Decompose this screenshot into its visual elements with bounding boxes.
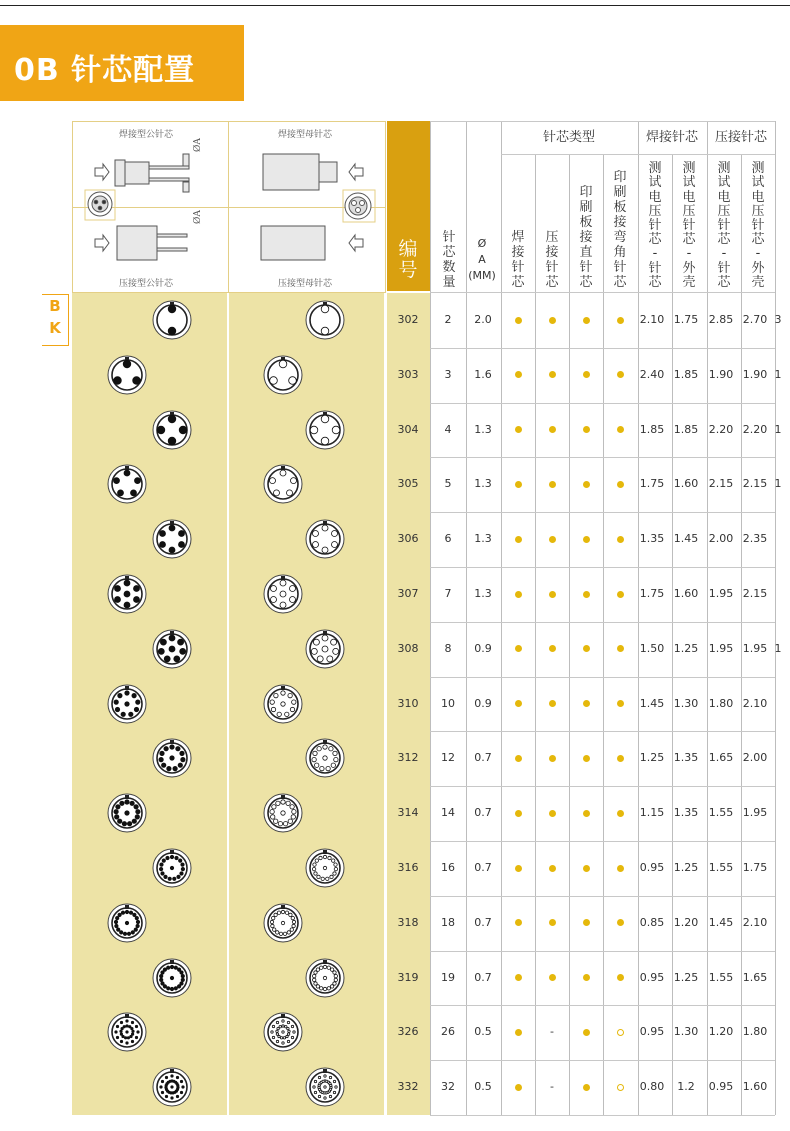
row-voltage: 1.55 <box>708 861 734 874</box>
row-diam: 0.7 <box>474 751 492 765</box>
male-pin-layout <box>107 464 147 504</box>
bk-letter-k: K <box>49 319 61 337</box>
row-voltage: 1.80 <box>708 696 734 710</box>
row-code: 310 <box>397 696 419 710</box>
row-voltage: 0.95 <box>708 1080 734 1094</box>
female-pin-layout <box>305 519 345 559</box>
male-pin-layout <box>107 793 147 833</box>
female-pin-layout <box>305 629 345 669</box>
type-dot <box>515 700 522 707</box>
row-voltage: 1.95 <box>708 587 734 600</box>
male-pin-layout <box>152 1067 192 1107</box>
row-voltage: 1.80 <box>742 1025 768 1039</box>
row-pins: 19 <box>441 970 455 984</box>
row-voltage: 1.60 <box>673 587 699 600</box>
female-pin-layout <box>305 848 345 888</box>
type-dot <box>617 536 624 543</box>
type-dot <box>549 591 556 598</box>
female-pin-layout <box>305 300 345 340</box>
female-pin-layout <box>305 958 345 998</box>
female-pin-layout <box>263 793 303 833</box>
page-title: 0B 针芯配置 <box>14 53 196 88</box>
row-voltage: 1.90 <box>742 367 768 381</box>
label-weld-female: 焊接型母针芯 <box>278 130 333 140</box>
male-pin-layout <box>107 903 147 943</box>
col-divider <box>775 121 776 1115</box>
volt-header-1: 测 试 电 压 针 芯 - 外 壳 <box>682 161 696 290</box>
row-voltage: 1.60 <box>742 1080 768 1094</box>
row-diam: 0.9 <box>474 641 492 655</box>
diam-letter: A <box>478 253 486 266</box>
type-dash: - <box>550 1025 554 1039</box>
row-voltage: 1.65 <box>742 970 768 984</box>
row-voltage: 0.85 <box>639 915 665 929</box>
row-voltage: 1.95 <box>708 641 734 655</box>
row-diam: 1.3 <box>474 477 492 491</box>
type-dot <box>515 317 522 324</box>
type-header-2: 印 刷 板 接 直 针 芯 <box>579 185 593 290</box>
label-crimp-male: 压接型公针芯 <box>119 279 174 289</box>
female-pin-layout <box>305 1067 345 1107</box>
type-dot <box>617 645 624 652</box>
type-dot <box>515 481 522 488</box>
type-dot <box>617 974 624 981</box>
row-code: 308 <box>397 641 419 655</box>
row-diam: 0.7 <box>474 861 492 874</box>
type-dot <box>515 810 522 817</box>
type-dot <box>515 865 522 872</box>
row-voltage: 1.95 <box>742 641 768 655</box>
row-voltage: 2.10 <box>742 696 768 710</box>
row-divider <box>430 1115 775 1116</box>
row-voltage: 2.20 <box>742 422 768 436</box>
type-dot <box>583 974 590 981</box>
male-pin-layout <box>152 958 192 998</box>
row-code: 332 <box>397 1080 419 1094</box>
row-divider <box>430 841 775 842</box>
row-divider <box>430 567 775 568</box>
connector-diagrams <box>72 121 386 293</box>
col-divider <box>466 121 467 1115</box>
female-pin-layout <box>263 903 303 943</box>
type-dot <box>549 755 556 762</box>
row-divider <box>430 292 775 293</box>
connector-drawings <box>73 122 385 292</box>
row-diam: 1.3 <box>474 532 492 546</box>
type-dot <box>549 426 556 433</box>
type-dot <box>515 755 522 762</box>
row-divider <box>430 403 775 404</box>
type-dot <box>515 591 522 598</box>
row-voltage: 1.65 <box>708 751 734 765</box>
type-dot <box>515 371 522 378</box>
volt-header-0: 测 试 电 压 针 芯 - 针 芯 <box>648 161 662 290</box>
row-voltage: 1.20 <box>673 915 699 929</box>
type-dot <box>583 426 590 433</box>
row-code: 306 <box>397 532 419 546</box>
type-dot <box>583 481 590 488</box>
group-divider <box>501 154 775 155</box>
row-code: 307 <box>397 587 419 600</box>
col-divider <box>430 121 431 1115</box>
row-divider <box>430 457 775 458</box>
female-pin-layout <box>263 1012 303 1052</box>
type-dot <box>583 755 590 762</box>
type-dot <box>583 700 590 707</box>
type-dot <box>549 317 556 324</box>
type-dot <box>617 810 624 817</box>
female-pin-layout <box>263 355 303 395</box>
row-divider <box>430 951 775 952</box>
row-voltage: 1.25 <box>673 861 699 874</box>
type-dot <box>515 536 522 543</box>
type-dot <box>515 426 522 433</box>
row-voltage: 1.35 <box>639 532 665 546</box>
row-voltage: 1.75 <box>639 477 665 491</box>
row-ext: 1 <box>774 422 782 436</box>
type-dot <box>617 371 624 378</box>
row-divider <box>430 677 775 678</box>
row-ext: 1 <box>774 477 782 491</box>
type-dot <box>583 1084 590 1091</box>
group-crimp-header: 压接针芯 <box>714 130 767 145</box>
type-ring <box>617 1084 624 1091</box>
male-pin-layout <box>152 738 192 778</box>
row-voltage: 2.10 <box>639 313 665 326</box>
row-code: 314 <box>397 806 419 820</box>
row-voltage: 1.30 <box>673 1025 699 1039</box>
volt-header-2: 测 试 电 压 针 芯 - 针 芯 <box>717 161 731 290</box>
row-pins: 14 <box>441 806 455 820</box>
row-diam: 1.3 <box>474 587 492 600</box>
group-types-header: 针芯类型 <box>542 130 595 145</box>
male-pin-layout <box>152 848 192 888</box>
row-voltage: 2.15 <box>742 477 768 491</box>
type-dot <box>617 755 624 762</box>
row-voltage: 1.50 <box>639 641 665 655</box>
type-dot <box>515 645 522 652</box>
code-header: 编号 <box>398 238 418 281</box>
diam-symbol: Ø <box>477 237 487 250</box>
row-divider <box>430 121 775 122</box>
row-pins: 7 <box>444 587 452 600</box>
row-diam: 0.7 <box>474 806 492 820</box>
label-crimp-female: 压接型母针芯 <box>278 279 333 289</box>
row-voltage: 1.75 <box>639 587 665 600</box>
type-ring <box>617 1029 624 1036</box>
row-code: 316 <box>397 861 419 874</box>
type-dot <box>549 536 556 543</box>
type-dot <box>515 1029 522 1036</box>
row-code: 326 <box>397 1025 419 1039</box>
row-pins: 16 <box>441 861 455 874</box>
type-dot <box>549 865 556 872</box>
type-header-1: 压 接 针 芯 <box>545 230 559 290</box>
row-code: 302 <box>397 313 419 326</box>
col-divider <box>501 121 502 1115</box>
row-divider <box>430 622 775 623</box>
type-dot <box>617 481 624 488</box>
row-voltage: 2.10 <box>742 915 768 929</box>
row-voltage: 2.15 <box>708 477 734 491</box>
col-divider <box>638 121 639 1115</box>
type-dot <box>583 591 590 598</box>
row-voltage: 1.45 <box>708 915 734 929</box>
row-voltage: 2.85 <box>708 313 734 326</box>
row-diam: 0.9 <box>474 696 492 710</box>
row-voltage: 2.00 <box>708 532 734 546</box>
type-dot <box>549 481 556 488</box>
type-dot <box>583 645 590 652</box>
row-code: 304 <box>397 422 419 436</box>
male-pin-layout <box>107 1012 147 1052</box>
male-pin-layout <box>152 300 192 340</box>
male-pin-column <box>72 293 227 1115</box>
row-voltage: 1.85 <box>639 422 665 436</box>
row-voltage: 2.15 <box>742 587 768 600</box>
type-dot <box>549 700 556 707</box>
row-voltage: 1.35 <box>673 806 699 820</box>
type-dot <box>617 317 624 324</box>
row-ext: 3 <box>774 313 782 326</box>
type-dot <box>549 371 556 378</box>
row-pins: 12 <box>441 751 455 765</box>
type-dot <box>515 919 522 926</box>
type-dot <box>515 974 522 981</box>
col-divider <box>569 154 570 1115</box>
row-voltage: 1.95 <box>742 806 768 820</box>
col-divider <box>603 154 604 1115</box>
row-voltage: 2.00 <box>742 751 768 765</box>
row-pins: 3 <box>444 367 452 381</box>
diam-unit: (MM) <box>468 269 496 282</box>
row-divider <box>430 512 775 513</box>
row-voltage: 1.55 <box>708 970 734 984</box>
female-pin-layout <box>305 410 345 450</box>
row-pins: 26 <box>441 1025 455 1039</box>
row-voltage: 1.25 <box>639 751 665 765</box>
diam-header <box>468 236 496 284</box>
row-voltage: 1.85 <box>673 367 699 381</box>
row-voltage: 1.55 <box>708 806 734 820</box>
row-diam: 0.5 <box>474 1080 492 1094</box>
row-diam: 0.7 <box>474 915 492 929</box>
bk-letter-b: B <box>49 297 61 315</box>
row-voltage: 1.85 <box>673 422 699 436</box>
row-voltage: 2.40 <box>639 367 665 381</box>
type-dot <box>617 865 624 872</box>
type-dot <box>583 1029 590 1036</box>
type-dot <box>549 645 556 652</box>
row-voltage: 1.45 <box>673 532 699 546</box>
row-pins: 32 <box>441 1080 455 1094</box>
type-dot <box>583 536 590 543</box>
row-pins: 8 <box>444 641 452 655</box>
row-voltage: 1.75 <box>673 313 699 326</box>
type-dot <box>549 810 556 817</box>
row-pins: 6 <box>444 532 452 546</box>
label-weld-male: 焊接型公针芯 <box>119 130 174 140</box>
row-code: 319 <box>397 970 419 984</box>
type-dash: - <box>550 1080 554 1094</box>
row-divider <box>430 1005 775 1006</box>
row-ext: 1 <box>774 367 782 381</box>
col-divider <box>707 121 708 1115</box>
pins-header: 针 芯 数 量 <box>442 230 456 290</box>
row-pins: 5 <box>444 477 452 491</box>
row-diam: 1.6 <box>474 367 492 381</box>
type-header-3: 印 刷 板 接 弯 角 针 芯 <box>613 170 627 290</box>
male-pin-layout <box>152 519 192 559</box>
row-pins: 2 <box>444 313 452 326</box>
row-voltage: 1.2 <box>677 1080 695 1094</box>
row-pins: 10 <box>441 696 455 710</box>
type-dot <box>549 974 556 981</box>
row-code: 305 <box>397 477 419 491</box>
title-banner <box>0 25 244 101</box>
male-pin-layout <box>152 629 192 669</box>
row-voltage: 1.30 <box>673 696 699 710</box>
male-pin-layout <box>152 410 192 450</box>
top-rule <box>0 5 790 6</box>
row-voltage: 1.20 <box>708 1025 734 1039</box>
row-voltage: 1.45 <box>639 696 665 710</box>
row-diam: 2.0 <box>474 313 492 326</box>
row-code: 318 <box>397 915 419 929</box>
type-dot <box>583 317 590 324</box>
row-voltage: 1.75 <box>742 861 768 874</box>
female-pin-layout <box>263 684 303 724</box>
row-voltage: 2.35 <box>742 532 768 546</box>
row-pins: 4 <box>444 422 452 436</box>
row-divider <box>430 786 775 787</box>
bk-tag <box>42 294 69 346</box>
row-voltage: 1.60 <box>673 477 699 491</box>
group-weld-header: 焊接针芯 <box>645 130 698 145</box>
type-dot <box>617 591 624 598</box>
female-pin-layout <box>263 574 303 614</box>
type-dot <box>617 919 624 926</box>
row-voltage: 2.70 <box>742 313 768 326</box>
row-divider <box>430 1060 775 1061</box>
row-divider <box>430 896 775 897</box>
row-ext: 1 <box>774 641 782 655</box>
row-voltage: 1.15 <box>639 806 665 820</box>
row-code: 303 <box>397 367 419 381</box>
row-diam: 0.5 <box>474 1025 492 1039</box>
type-dot <box>583 919 590 926</box>
type-dot <box>617 700 624 707</box>
row-voltage: 0.95 <box>639 861 665 874</box>
row-divider <box>430 348 775 349</box>
type-dot <box>583 865 590 872</box>
male-pin-layout <box>107 684 147 724</box>
row-voltage: 1.25 <box>673 970 699 984</box>
row-voltage: 0.95 <box>639 970 665 984</box>
row-divider <box>430 731 775 732</box>
type-header-0: 焊 接 针 芯 <box>511 230 525 290</box>
row-voltage: 0.95 <box>639 1025 665 1039</box>
row-voltage: 1.90 <box>708 367 734 381</box>
row-diam: 1.3 <box>474 422 492 436</box>
row-code: 312 <box>397 751 419 765</box>
row-voltage: 1.25 <box>673 641 699 655</box>
row-pins: 18 <box>441 915 455 929</box>
male-pin-layout <box>107 574 147 614</box>
label-dim-a2: ØA <box>192 210 203 224</box>
col-divider <box>535 154 536 1115</box>
type-dot <box>583 371 590 378</box>
row-voltage: 1.35 <box>673 751 699 765</box>
label-dim-a1: ØA <box>192 138 203 152</box>
type-dot <box>515 1084 522 1091</box>
row-voltage: 0.80 <box>639 1080 665 1094</box>
row-diam: 0.7 <box>474 970 492 984</box>
male-pin-layout <box>107 355 147 395</box>
type-dot <box>583 810 590 817</box>
code-header-cell <box>387 121 430 291</box>
volt-header-3: 测 试 电 压 针 芯 - 外 壳 <box>751 161 765 290</box>
type-dot <box>549 919 556 926</box>
female-pin-layout <box>305 738 345 778</box>
female-pin-layout <box>263 464 303 504</box>
row-voltage: 2.20 <box>708 422 734 436</box>
type-dot <box>617 426 624 433</box>
